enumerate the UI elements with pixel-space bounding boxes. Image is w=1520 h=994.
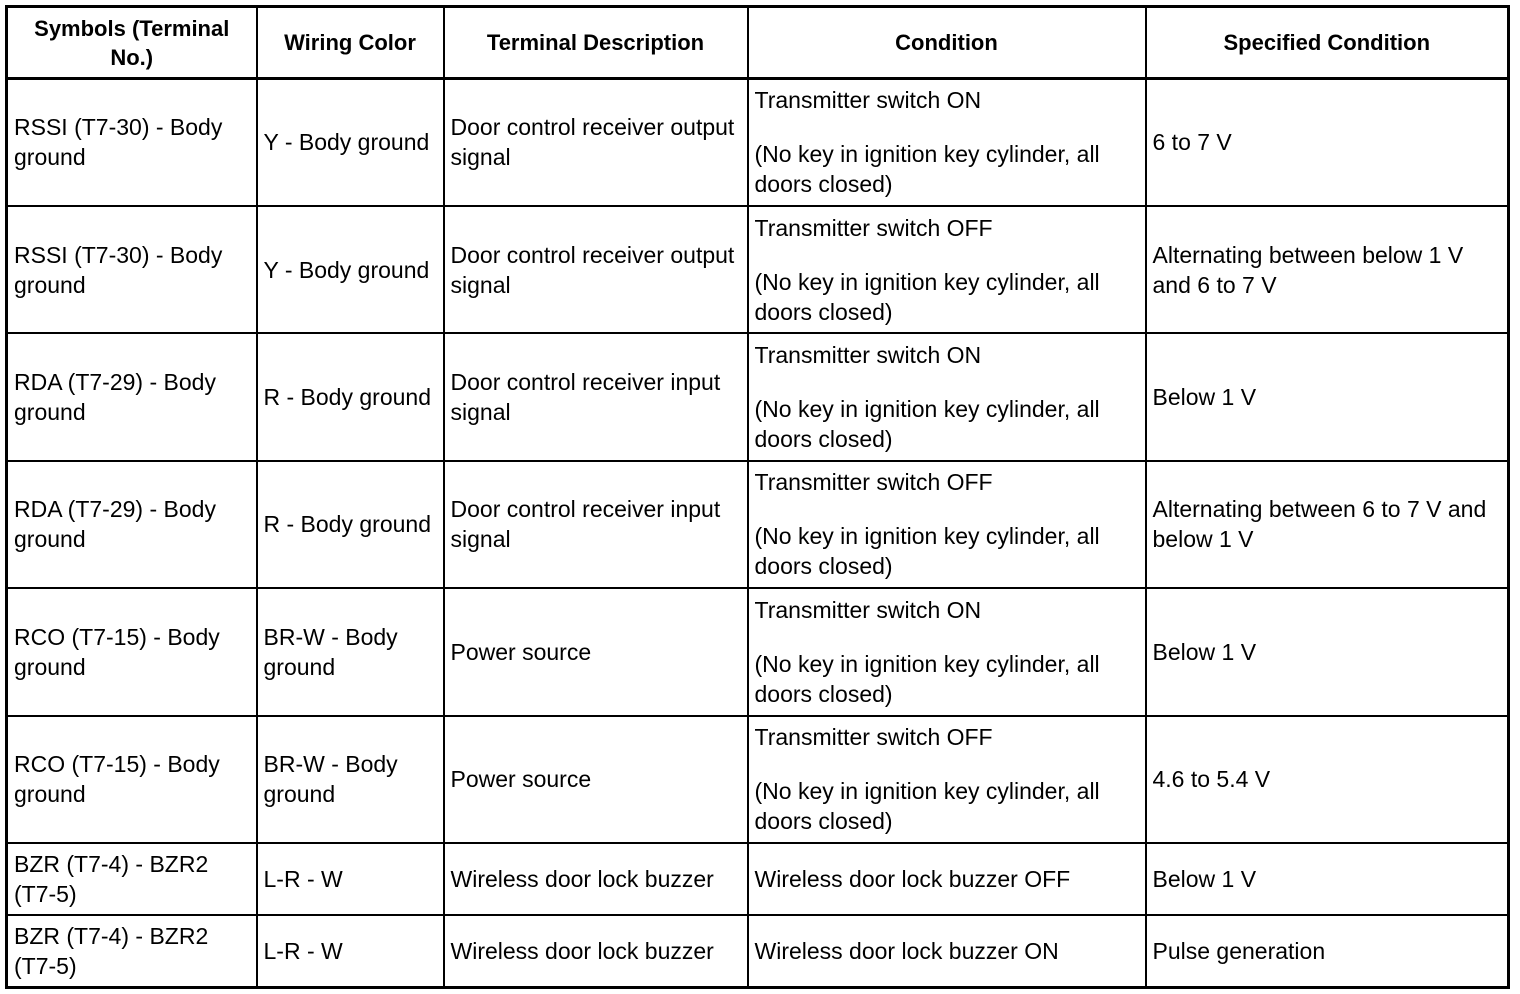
wiring-cell: Y - Body ground xyxy=(257,79,444,206)
condition-main: Transmitter switch OFF xyxy=(754,469,993,496)
condition-cell xyxy=(748,716,1146,843)
specified-cell: 6 to 7 V xyxy=(1146,79,1509,206)
condition-main: Transmitter switch OFF xyxy=(754,214,993,241)
description-cell: Wireless door lock buzzer xyxy=(444,843,748,915)
condition-note: (No key in ignition key cylinder, all doors closed) xyxy=(754,141,1100,198)
table-row xyxy=(7,79,1509,206)
table-header-row xyxy=(7,7,1509,79)
wiring-cell: R - Body ground xyxy=(257,333,444,460)
description-cell: Wireless door lock buzzer xyxy=(444,915,748,987)
header-symbols: Symbols (Terminal No.) xyxy=(7,7,257,79)
table-row xyxy=(7,588,1509,715)
description-cell: Door control receiver output signal xyxy=(444,79,748,206)
condition-note: (No key in ignition key cylinder, all doors closed) xyxy=(754,523,1100,580)
condition-note: (No key in ignition key cylinder, all doors closed) xyxy=(754,268,1100,325)
description-cell: Door control receiver input signal xyxy=(444,461,748,588)
condition-main: Transmitter switch OFF xyxy=(754,724,993,751)
table-row xyxy=(7,461,1509,588)
condition-note: (No key in ignition key cylinder, all doors closed) xyxy=(754,650,1100,707)
table-row xyxy=(7,915,1509,987)
condition-main: Transmitter switch ON xyxy=(754,87,982,114)
header-condition: Condition xyxy=(748,7,1146,79)
symbol-cell: RDA (T7-29) - Body ground xyxy=(7,461,257,588)
description-cell: Power source xyxy=(444,588,748,715)
header-wiring-color: Wiring Color xyxy=(257,7,444,79)
specified-cell: Pulse generation xyxy=(1146,915,1509,987)
condition-note: (No key in ignition key cylinder, all doors closed) xyxy=(754,778,1100,835)
condition-cell xyxy=(748,333,1146,460)
symbol-cell: RDA (T7-29) - Body ground xyxy=(7,333,257,460)
header-specified-condition: Specified Condition xyxy=(1146,7,1509,79)
table-row xyxy=(7,843,1509,915)
condition-cell: Wireless door lock buzzer ON xyxy=(748,915,1146,987)
description-cell: Door control receiver output signal xyxy=(444,206,748,333)
wiring-cell: R - Body ground xyxy=(257,461,444,588)
table-row xyxy=(7,716,1509,843)
wiring-cell: Y - Body ground xyxy=(257,206,444,333)
description-cell: Power source xyxy=(444,716,748,843)
symbol-cell: BZR (T7-4) - BZR2 (T7-5) xyxy=(7,843,257,915)
condition-cell xyxy=(748,206,1146,333)
header-terminal-description: Terminal Description xyxy=(444,7,748,79)
condition-main: Transmitter switch ON xyxy=(754,596,982,623)
specified-cell: Below 1 V xyxy=(1146,588,1509,715)
condition-cell xyxy=(748,79,1146,206)
specified-cell: Alternating between 6 to 7 V and below 1 V xyxy=(1146,461,1509,588)
table-row xyxy=(7,206,1509,333)
specified-cell: Below 1 V xyxy=(1146,333,1509,460)
symbol-cell: RCO (T7-15) - Body ground xyxy=(7,588,257,715)
symbol-cell: BZR (T7-4) - BZR2 (T7-5) xyxy=(7,915,257,987)
condition-main: Transmitter switch ON xyxy=(754,342,982,369)
specified-cell: 4.6 to 5.4 V xyxy=(1146,716,1509,843)
specified-cell: Alternating between below 1 V and 6 to 7 V xyxy=(1146,206,1509,333)
condition-note: (No key in ignition key cylinder, all doors closed) xyxy=(754,396,1100,453)
condition-cell: Wireless door lock buzzer OFF xyxy=(748,843,1146,915)
condition-cell xyxy=(748,588,1146,715)
wiring-cell: L-R - W xyxy=(257,915,444,987)
specified-cell: Below 1 V xyxy=(1146,843,1509,915)
table-row xyxy=(7,333,1509,460)
condition-cell xyxy=(748,461,1146,588)
symbol-cell: RCO (T7-15) - Body ground xyxy=(7,716,257,843)
symbol-cell: RSSI (T7-30) - Body ground xyxy=(7,206,257,333)
terminal-spec-table xyxy=(5,5,1510,989)
symbol-cell: RSSI (T7-30) - Body ground xyxy=(7,79,257,206)
description-cell: Door control receiver input signal xyxy=(444,333,748,460)
wiring-cell: BR-W - Body ground xyxy=(257,588,444,715)
wiring-cell: BR-W - Body ground xyxy=(257,716,444,843)
wiring-cell: L-R - W xyxy=(257,843,444,915)
